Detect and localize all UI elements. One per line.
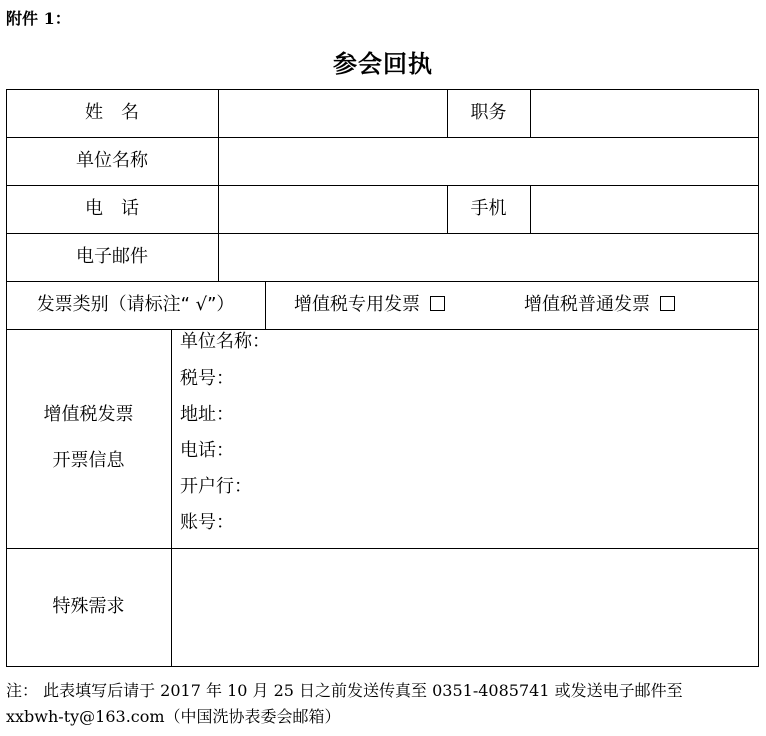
position-field[interactable] bbox=[531, 90, 757, 136]
vat-info-label-line2: 开票信息 bbox=[52, 450, 125, 471]
vat-phone-label: 电话： bbox=[180, 440, 234, 461]
organization-label: 单位名称 bbox=[76, 150, 148, 171]
attachment-label: 附件 1： bbox=[6, 9, 71, 28]
mobile-label: 手机 bbox=[470, 198, 507, 219]
vat-tax-id-label: 税号： bbox=[180, 368, 234, 389]
email-label: 电子邮件 bbox=[76, 246, 148, 267]
name-field[interactable] bbox=[219, 90, 446, 136]
vat-org-name-label: 单位名称： bbox=[180, 331, 270, 352]
phone-field[interactable] bbox=[219, 186, 446, 232]
special-needs-field[interactable] bbox=[172, 549, 757, 665]
invoice-special-option[interactable] bbox=[294, 281, 445, 329]
invoice-normal-label: 增值税普通发票 bbox=[524, 294, 650, 315]
position-label: 职务 bbox=[470, 102, 507, 123]
vat-bank-label: 开户行： bbox=[180, 476, 252, 497]
phone-label: 电 话 bbox=[85, 198, 139, 219]
invoice-normal-option[interactable] bbox=[524, 281, 675, 329]
page-title: 参会回执 bbox=[333, 50, 433, 78]
mobile-field[interactable] bbox=[531, 186, 757, 232]
vat-info-label bbox=[6, 329, 171, 548]
name-label: 姓 名 bbox=[85, 102, 139, 123]
organization-field[interactable] bbox=[219, 138, 757, 184]
vat-info-label-line1: 增值税发票 bbox=[43, 404, 134, 425]
invoice-special-checkbox[interactable] bbox=[430, 296, 445, 311]
special-needs-label: 特殊需求 bbox=[52, 596, 125, 617]
vat-address-label: 地址： bbox=[180, 404, 234, 425]
invoice-special-label: 增值税专用发票 bbox=[294, 294, 420, 315]
footer-note-line2: xxbwh-ty@163.com（中国洗协表委会邮箱） bbox=[6, 707, 341, 726]
vat-account-label: 账号： bbox=[180, 512, 234, 533]
invoice-normal-checkbox[interactable] bbox=[660, 296, 675, 311]
footer-note-line1: 注： 此表填写后请于 2017 年 10 月 25 日之前发送传真至 0351-4085741 或发送电子邮件至 bbox=[6, 681, 683, 700]
invoice-type-label: 发票类别（请标注“ √”） bbox=[36, 294, 235, 315]
email-field[interactable] bbox=[219, 234, 757, 280]
